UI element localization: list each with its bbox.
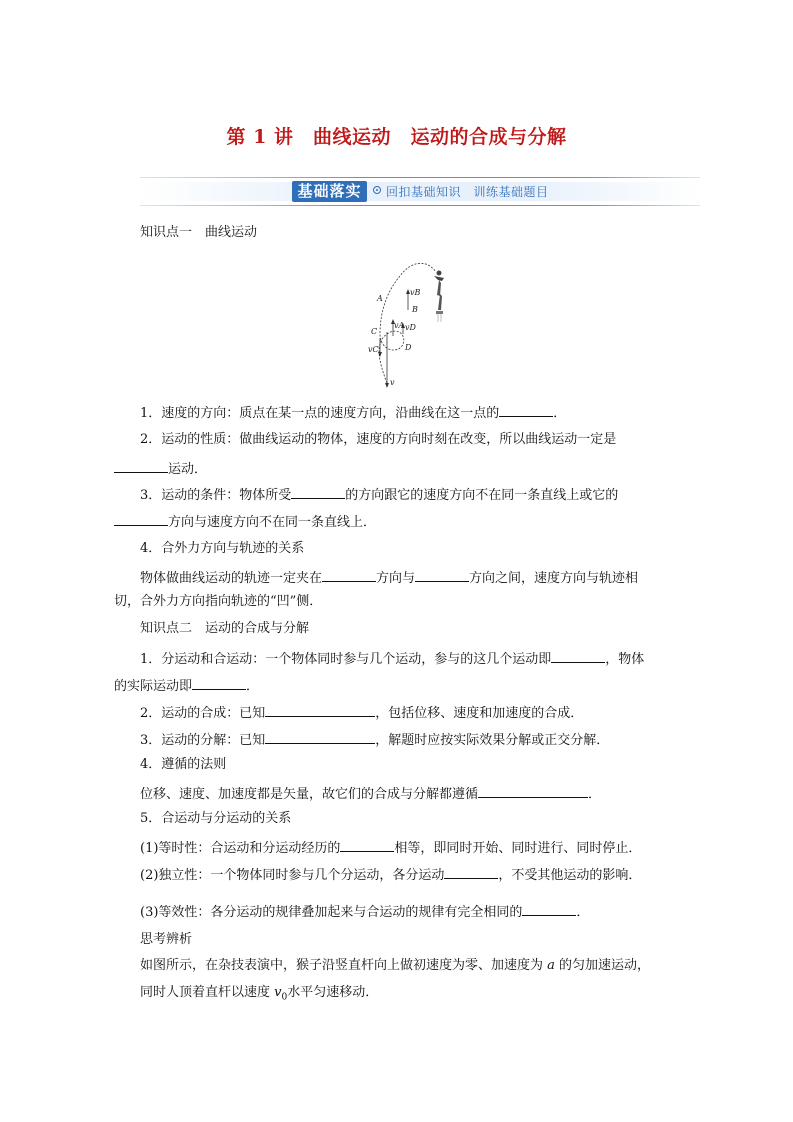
fill-blank[interactable] [499, 402, 553, 417]
fill-blank[interactable] [192, 675, 246, 690]
label-C: C [371, 327, 378, 336]
fill-blank[interactable] [415, 567, 469, 582]
fill-blank[interactable] [114, 511, 168, 526]
k1-item-3-cont: 方向与速度方向不在同一条直线上． [114, 511, 376, 532]
k1-item-4-para-1: 物体做曲线运动的轨迹一定夹在 方向与 方向之间，速度方向与轨迹相 [140, 567, 638, 588]
k2-sub-3: (3)等效性：各分运动的规律叠加起来与合运动的规律有完全相同的 ． [140, 901, 589, 922]
banner-badge: 基础落实 [292, 181, 367, 202]
k2-item-4-para: 位移、速度、加速度都是矢量，故它们的合成与分解都遵循 ． [140, 783, 601, 804]
fill-blank[interactable] [114, 458, 168, 473]
k2-item-3: 3．运动的分解：已知 ，解题时应按实际效果分解或正交分解． [140, 729, 609, 750]
trajectory-figure [360, 250, 460, 390]
section-heading-1: 知识点一 曲线运动 [140, 225, 258, 240]
fill-blank[interactable] [265, 729, 375, 744]
k1-item-3: 3．运动的条件：物体所受 的方向跟它的速度方向不在同一条直线上或它的 [140, 484, 618, 505]
fill-blank[interactable] [322, 567, 376, 582]
banner-subtitle: 回扣基础知识 训练基础题目 [386, 185, 549, 199]
fill-blank[interactable] [522, 901, 576, 916]
think-para-1: 如图所示，在杂技表演中，猴子沿竖直杆向上做初速度为零、加速度为 a 的匀加速运动， [140, 958, 651, 973]
curved-motion-diagram [360, 250, 460, 390]
k2-item-1: 1．分运动和合运动：一个物体同时参与几个运动，参与的这几个运动即 ，物体 [140, 648, 644, 669]
k1-item-4-para-2: 切，合外力方向指向轨迹的“凹”侧． [114, 594, 323, 609]
section-heading-2: 知识点二 运动的合成与分解 [140, 621, 310, 636]
fill-blank[interactable] [265, 702, 375, 717]
performer-icon [434, 271, 444, 323]
think-heading: 思考辨析 [140, 932, 193, 947]
fill-blank[interactable] [551, 648, 605, 663]
fill-blank[interactable] [444, 864, 498, 879]
k2-item-4: 4．遵循的法则 [140, 757, 227, 772]
page-title: 第 1 讲 曲线运动 运动的合成与分解 [226, 126, 567, 148]
k1-item-2: 2．运动的性质：做曲线运动的物体，速度的方向时刻在改变，所以曲线运动一定是 [140, 432, 617, 447]
section-banner [140, 177, 700, 207]
label-vC: vC [368, 345, 379, 354]
label-A: A [377, 294, 383, 303]
fill-blank[interactable] [291, 484, 345, 499]
k2-sub-2: (2)独立性：一个物体同时参与几个分运动，各分运动 ，不受其他运动的影响． [140, 864, 641, 885]
arrow-head-icon [385, 383, 389, 388]
label-vD: vD [405, 323, 416, 332]
think-para-2: 同时人顶着直杆以速度 $v_0$水平匀速移动． [140, 985, 379, 1003]
fill-blank[interactable] [478, 783, 588, 798]
k1-item-4: 4．合外力方向与轨迹的关系 [140, 541, 305, 556]
k2-item-5: 5．合运动与分运动的关系 [140, 811, 292, 826]
label-vB: vB [410, 288, 421, 297]
k2-item-1-cont: 的实际运动即 ． [114, 675, 259, 696]
fill-blank[interactable] [340, 837, 394, 852]
label-B: B [412, 305, 418, 314]
label-v: v [390, 378, 395, 387]
k1-item-1: 1．速度的方向：质点在某一点的速度方向，沿曲线在这一点的 ． [140, 402, 566, 423]
banner-divider-top [140, 177, 700, 178]
label-vA: vA [394, 321, 405, 330]
label-D: D [405, 343, 412, 352]
k2-sub-1: (1)等时性：合运动和分运动经历的 相等，即同时开始、同时进行、同时停止． [140, 837, 641, 858]
banner-divider-bottom [140, 205, 700, 206]
k1-item-2-cont: 运动． [114, 458, 207, 479]
bullet-circle-icon [373, 186, 381, 194]
k2-item-2: 2．运动的合成：已知 ，包括位移、速度和加速度的合成． [140, 702, 583, 723]
